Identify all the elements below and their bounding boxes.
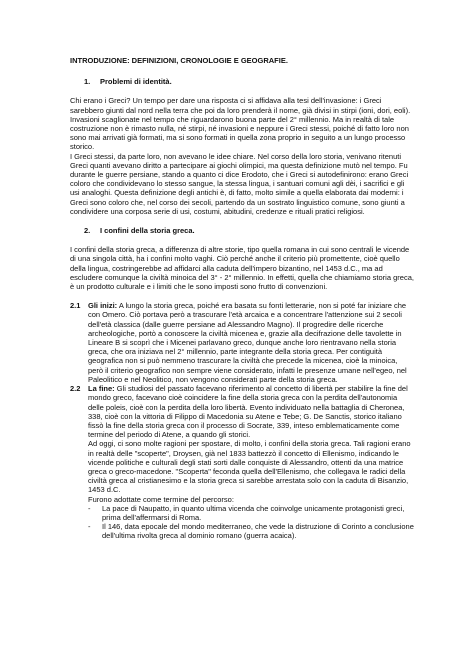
list-item (70, 522, 414, 540)
paragraph: I Greci stessi, da parte loro, non avevano le idee chiare. Nel corso della loro storia, venivano ritenuti Greci quanti avevano diritto a partecipare ai giochi olimpici, ma questa definizione mutò nel tempo. Fu durante le guerre persiane, stando a quanto ci dice Erodoto, che i Greci si autodefinirono: erano Greci coloro che condividevano lo stesso sangue, la stessa lingua, i santuari comuni agli dèi, i sacrifici e gli usi analoghi. Questa definizione degli antichi è, di fatto, molto simile a quella elaborata dai moderni: i Greci sono coloro che, nel corso dei secoli, partendo da un sostrato linguistico comune, sono giunti a condividere una corposa serie di usi, costumi, abitudini, credenze e rituali pratici religiosi. (70, 151, 409, 216)
section-number: 2. (84, 226, 91, 236)
section-title: I confini della storia greca. (100, 226, 195, 236)
subsection-2-2 (70, 384, 414, 504)
document-title: INTRODUZIONE: DEFINIZIONI, CRONOLOGIE E GEOGRAFIE. (70, 56, 288, 65)
subsection-lead: Gli inizi: (88, 301, 118, 311)
paragraph: Chi erano i Greci? Un tempo per dare una risposta ci si affidava alla tesi dell'invasione: i Greci sarebbero giunti dal nord nella terra che poi da loro prenderà il nome, già divisi in stirpi (ioni, dori, eoli). Invasioni scaglionate nel tempo che riguardarono buona parte del 2° millennio. Ma in realtà di tale costruzione non è rimasto nulla, né stirpi, né invasioni e neppure i Greci stessi, poiché di fatto loro non sono mai arrivati già formati, ma si sono formati in quella zona proprio in seguito a un lungo processo storico. (70, 96, 411, 152)
list-item-text: Il 146, data epocale del mondo mediterraneo, che vede la distruzione di Corinto a conclusione dell'ultima rivolta greca al dominio romano (guerra acaica). (102, 522, 414, 541)
paragraph: Ad oggi, ci sono molte ragioni per spostare, di molto, i confini della storia greca. Tali ragioni erano in realtà delle "scoperte", Droysen, già nel 1833 battezzò il concetto di Ellenismo, indicando le vicende politiche e culturali degli stati sorti dalle conquiste di Alessandro, ottenti da una matrice greca o greco-macedone. "Scoperta" feconda quella dell'Ellenismo, che collegava le radici della civiltà greca al cristianesimo e la storia greca si sarebbe arrestata solo con la caduta di Bisanzio, 1453 d.C. (88, 439, 411, 495)
section-number: 1. (84, 77, 91, 87)
section-heading-2 (84, 226, 414, 235)
list-item-text: La pace di Naupatto, in quanto ultima vicenda che coinvolge unicamente protagonisti greci, prima dell'affermarsi di Roma. (102, 503, 405, 522)
subsection-text: Gli studiosi del passato facevano riferimento al concetto di libertà per stabilire la fine del mondo greco, facevano cioè coincidere la fine della storia greca con la perdita dell'autonomia delle poleis, cioè con la perdita della loro libertà. Evento individuato nella battaglia di Cheronea, 338, cioè con la vittoria di Filippo di Macedonia su Atene e Tebe; G. De Sanctis, storico italiano fissò la fine della storia greca con il processo di Socrate, 339, inteso emblematicamente come termine del periodo di Atene, a quando gli storici. (88, 384, 408, 440)
subsection-number: 2.2 (70, 384, 81, 394)
section-heading-1 (84, 77, 414, 86)
paragraph: I confini della storia greca, a differenza di altre storie, tipo quella romana in cui sono centrali le vicende di una singola città, ha i confini molto vaghi. Ciò perché anche il criterio più promettente, cioè quello della lingua, costringerebbe ad affidarci alla caduta dell'impero bizantino, nel 1453 d.C., ma ad escludere comunque la civiltà minoica del 3° - 2° millennio. In effetti, quella che chiamiamo storia greca, è un prodotto culturale e i limiti che le sono imposti sono frutto di convenzioni. (70, 245, 414, 292)
dash-bullet: - (88, 522, 91, 532)
section-title: Problemi di identità. (100, 77, 172, 87)
subsection-text: A lungo la storia greca, poiché era basata su fonti letterarie, non si poté far iniziare che con Omero. Ciò portava però a trascurare l'età arcaica e a concentrare l'attenzione sui 2 secoli dell'età classica (dalle guerre persiane ad Alessandro Magno). Il progredire delle ricerche archeologiche, portò a conoscere la civiltà micenea e, grazie alla decifrazione delle tavolette in Lineare B si scoprì che i Micenei parlavano greco, dunque anche loro rientravano nella storia greca, che ora iniziava nel 2° millennio, parte integrante della storia greca. Per contiguità geografica non si può nemmeno trascurare la civiltà che precede la micenea, cioè la minoica, però il criterio geografico non sempre viene considerato, infatti le presenze umane nell'egeo, nel Paleolitico e nel Neolitico, non vengono considerati parte della storia greca. (88, 301, 407, 384)
list-item (70, 504, 414, 522)
subsection-lead: La fine: (88, 384, 115, 394)
dash-bullet: - (88, 503, 91, 513)
paragraph: Furono adottate come termine del percorso: (88, 494, 234, 504)
subsection-number: 2.1 (70, 301, 81, 311)
subsection-2-1 (70, 301, 414, 384)
